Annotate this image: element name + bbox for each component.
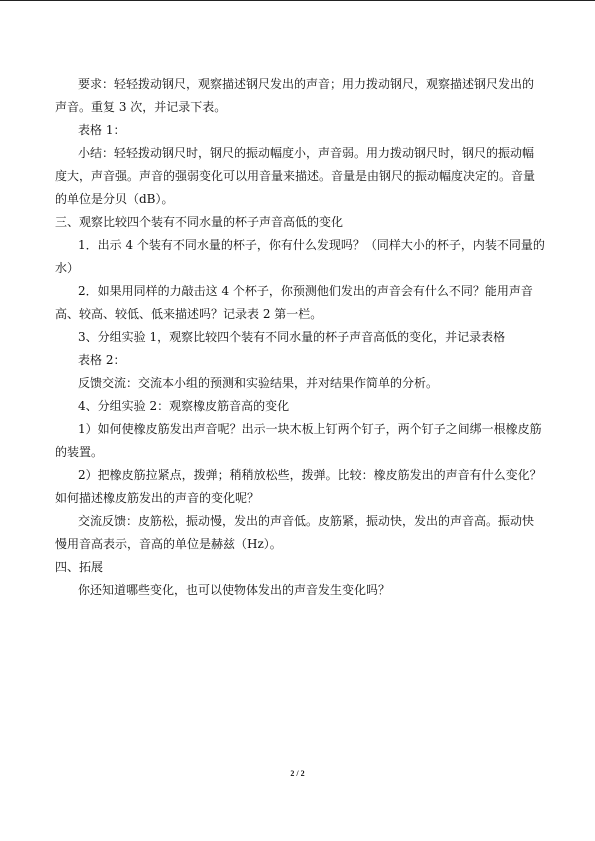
text-line: 3、分组实验 1，观察比较四个装有不同水量的杯子声音高低的变化，并记录表格 bbox=[78, 330, 506, 344]
text-line: 高、较高、较低、低来描述吗？记录表 2 第一栏。 bbox=[55, 307, 323, 321]
text-line: 2）把橡皮筋拉紧点，拨弹；稍稍放松些，拨弹。比较：橡皮筋发出的声音有什么变化？ bbox=[78, 468, 542, 482]
text-line: 表格 2： bbox=[78, 353, 126, 367]
text-line: 的单位是分贝（dB）。 bbox=[55, 192, 174, 206]
text-line: 4、分组实验 2：观察橡皮筋音高的变化 bbox=[78, 399, 290, 413]
text-line: 如何描述橡皮筋发出的声音的变化呢？ bbox=[55, 491, 260, 505]
text-line: 你还知道哪些变化，也可以使物体发出的声音发生变化吗？ bbox=[78, 583, 391, 597]
text-line: 1）如何使橡皮筋发出声音呢？出示一块木板上钉两个钉子，两个钉子之间绑一根橡皮筋 bbox=[78, 422, 542, 436]
text-line: 四、拓展 bbox=[55, 560, 104, 574]
text-line: 交流反馈：皮筋松，振动慢，发出的声音低。皮筋紧，振动快，发出的声音高。振动快 bbox=[78, 514, 535, 528]
text-line: 要求：轻轻拨动钢尺，观察描述钢尺发出的声音；用力拨动钢尺，观察描述钢尺发出的 bbox=[78, 77, 535, 91]
text-line: 的装置。 bbox=[55, 445, 104, 459]
page-number: 2 / 2 bbox=[290, 769, 305, 778]
header-rule bbox=[0, 0, 595, 1]
text-line: 表格 1： bbox=[78, 123, 126, 137]
document-body bbox=[55, 73, 545, 602]
text-line: 反馈交流：交流本小组的预测和实验结果，并对结果作简单的分析。 bbox=[78, 376, 439, 390]
text-line: 三、观察比较四个装有不同水量的杯子声音高低的变化 bbox=[55, 215, 344, 229]
text-line: 度大，声音强。声音的强弱变化可以用音量来描述。音量是由钢尺的振动幅度决定的。音量 bbox=[55, 169, 536, 183]
text-line: 慢用音高表示，音高的单位是赫兹（Hz）。 bbox=[55, 537, 282, 551]
text-line: 2．如果用同样的力敲击这 4 个杯子，你预测他们发出的声音会有什么不同？能用声音 bbox=[78, 284, 533, 298]
text-line: 1．出示 4 个装有不同水量的杯子，你有什么发现吗？（同样大小的杯子，内装不同量的 bbox=[78, 238, 545, 252]
text-line: 小结：轻轻拨动钢尺时，钢尺的振动幅度小，声音弱。用力拨动钢尺时，钢尺的振动幅 bbox=[78, 146, 535, 160]
text-line: 水） bbox=[55, 261, 80, 275]
text-line: 声音。重复 3 次，并记录下表。 bbox=[55, 100, 227, 114]
